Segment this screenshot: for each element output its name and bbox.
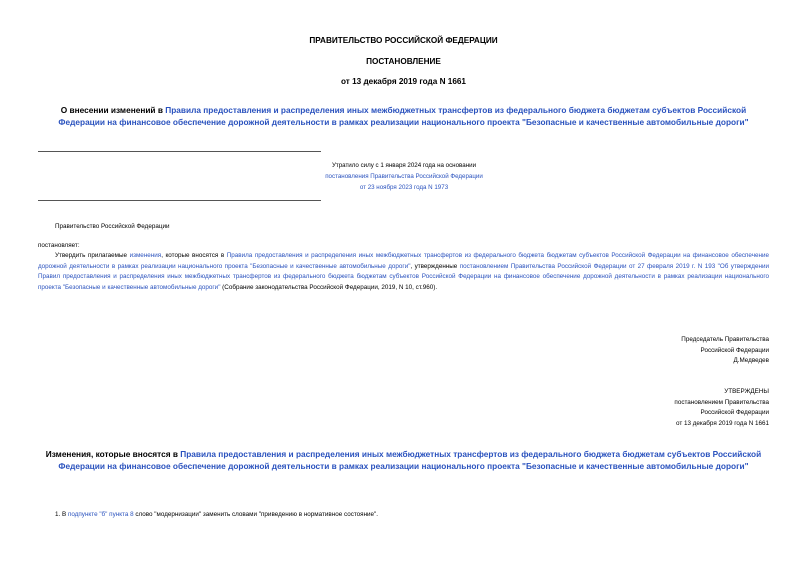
intro-text: Правительство Российской Федерации — [55, 223, 170, 230]
status-note — [300, 160, 508, 193]
document-date-number: от 13 декабря 2019 года N 1661 — [341, 77, 466, 86]
paragraph-part1: Утвердить прилагаемые — [55, 252, 130, 259]
paragraph-part4: (Собрание законодательства Российской Федерации, 2019, N 10, ст.960). — [220, 283, 438, 291]
main-paragraph — [38, 251, 769, 293]
item-1-prefix: 1. В — [55, 511, 68, 518]
changes-title-prefix: Изменения, которые вносятся в — [45, 449, 181, 459]
status-note-link-date[interactable]: от 23 ноября 2023 года N 1973 — [359, 184, 449, 191]
document-type: ПОСТАНОВЛЕНИЕ — [366, 57, 441, 66]
approved-line4: от 13 декабря 2019 года N 1661 — [675, 419, 769, 427]
paragraph-part3: , утвержденные — [410, 262, 460, 270]
government-header: ПРАВИТЕЛЬСТВО РОССИЙСКОЙ ФЕДЕРАЦИИ — [309, 36, 498, 45]
title-prefix: О внесении изменений в — [60, 105, 166, 115]
approved-block — [674, 387, 769, 429]
approved-heading: УТВЕРЖДЕНЫ — [724, 388, 769, 395]
resolution-193-link[interactable]: постановлением Правительства Российской Федерации от 27 февраля 2019 г. N 193 "Об утверждении Правил предоставления и распределения иных межбюджетных трансфертов из федерального бюджета бюджетам субъектов Российской Федерации на финансовое обеспечение дорожной деятельности в рамках реализации национального проекта "Безопасные и качественные автомобильные дороги" — [38, 262, 769, 291]
divider-bottom — [38, 200, 321, 201]
divider-top — [38, 151, 321, 152]
approved-line2: постановлением Правительства — [674, 398, 769, 406]
changes-title — [40, 448, 767, 472]
item-1 — [55, 510, 378, 521]
item-1-link[interactable]: подпункте "б" пункта 8 — [67, 511, 134, 518]
changes-link[interactable]: изменения — [129, 252, 162, 259]
status-note-line1: Утратило силу с 1 января 2024 года на основании — [331, 162, 477, 169]
title-rules-link[interactable]: Правила предоставления и распределения иных межбюджетных трансфертов из федерального бюджета бюджетам субъектов Российской Федерации на финансовое обеспечение дорожной деятельности в рамках реализации национального проекта "Безопасные и качественные автомобильные дороги" — [58, 105, 749, 127]
document-title — [40, 104, 767, 128]
signature-country: Российской Федерации — [700, 346, 769, 354]
status-note-link[interactable]: постановления Правительства Российской Федерации — [325, 173, 483, 180]
approved-line3: Российской Федерации — [700, 409, 769, 416]
changes-title-rules-link[interactable]: Правила предоставления и распределения иных межбюджетных трансфертов из федерального бюджета бюджетам субъектов Российской Федерации на финансовое обеспечение дорожной деятельности в рамках реализации национального проекта "Безопасные и качественные автомобильные дороги" — [58, 449, 762, 471]
signature-block — [681, 335, 769, 367]
signature-name: Д.Медведев — [733, 357, 769, 364]
paragraph-part2: , которые вносятся в — [161, 252, 227, 259]
item-1-rest: слово "модернизации" заменить словами "приведению в нормативное состояние". — [133, 511, 379, 518]
rules-link[interactable]: Правила предоставления и распределения иных межбюджетных трансфертов из федерального бюджета бюджетам субъектов Российской Федерации на финансовое обеспечение дорожной деятельности в рамках реализации национального проекта "Безопасные и качественные автомобильные дороги" — [38, 252, 770, 270]
resolves-text: постановляет: — [38, 242, 80, 249]
signature-position: Председатель Правительства — [681, 336, 769, 343]
